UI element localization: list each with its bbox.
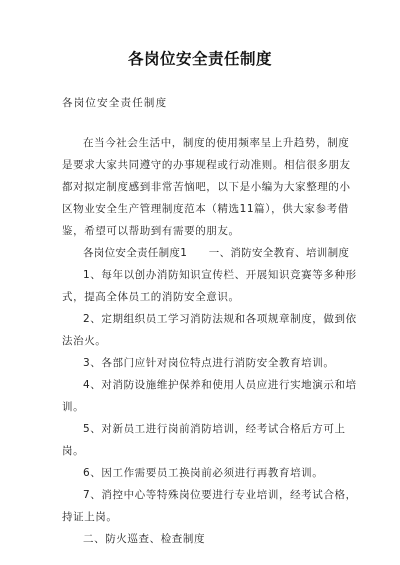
list-item-7: 7、消控中心等特殊岗位要进行专业培训，经考试合格，持证上岗。 [62, 489, 357, 523]
list-item-5: 5、对新员工进行岗前消防培训，经考试合格后方可上岗。 [62, 423, 346, 457]
section-2-heading: 二、防火巡查、检查制度 [83, 533, 206, 545]
list-item-4: 4、对消防设施维护保养和使用人员应进行实地演示和培训。 [62, 379, 357, 413]
list-item-2: 2、定期组织员工学习消防法规和各项规章制度，做到依法治火。 [62, 313, 357, 347]
list-item-1: 1、每年以创办消防知识宣传栏、开展知识竞赛等多种形式，提高全体员工的消防安全意识。 [62, 269, 357, 303]
list-item-3: 3、各部门应针对岗位特点进行消防安全教育培训。 [83, 357, 335, 369]
section-heading: 各岗位安全责任制度1 一、消防安全教育、培训制度 [83, 247, 350, 259]
intro-paragraph: 在当今社会生活中，制度的使用频率呈上升趋势，制度是要求大家共同遵守的办事规程或行动准则。相信很多朋友都对拟定制度感到非常苦恼吧，以下是小编为大家整理的小区物业安全生产管理制度范本（精选11篇），供大家参考借鉴，希望可以帮助到有需要的朋友。 [62, 137, 351, 237]
document-subtitle: 各岗位安全责任制度 [62, 97, 168, 109]
document-body [62, 132, 360, 550]
list-item-6: 6、因工作需要员工换岗前必须进行再教育培训。 [83, 467, 324, 479]
document-title: 各岗位安全责任制度 [127, 50, 272, 68]
